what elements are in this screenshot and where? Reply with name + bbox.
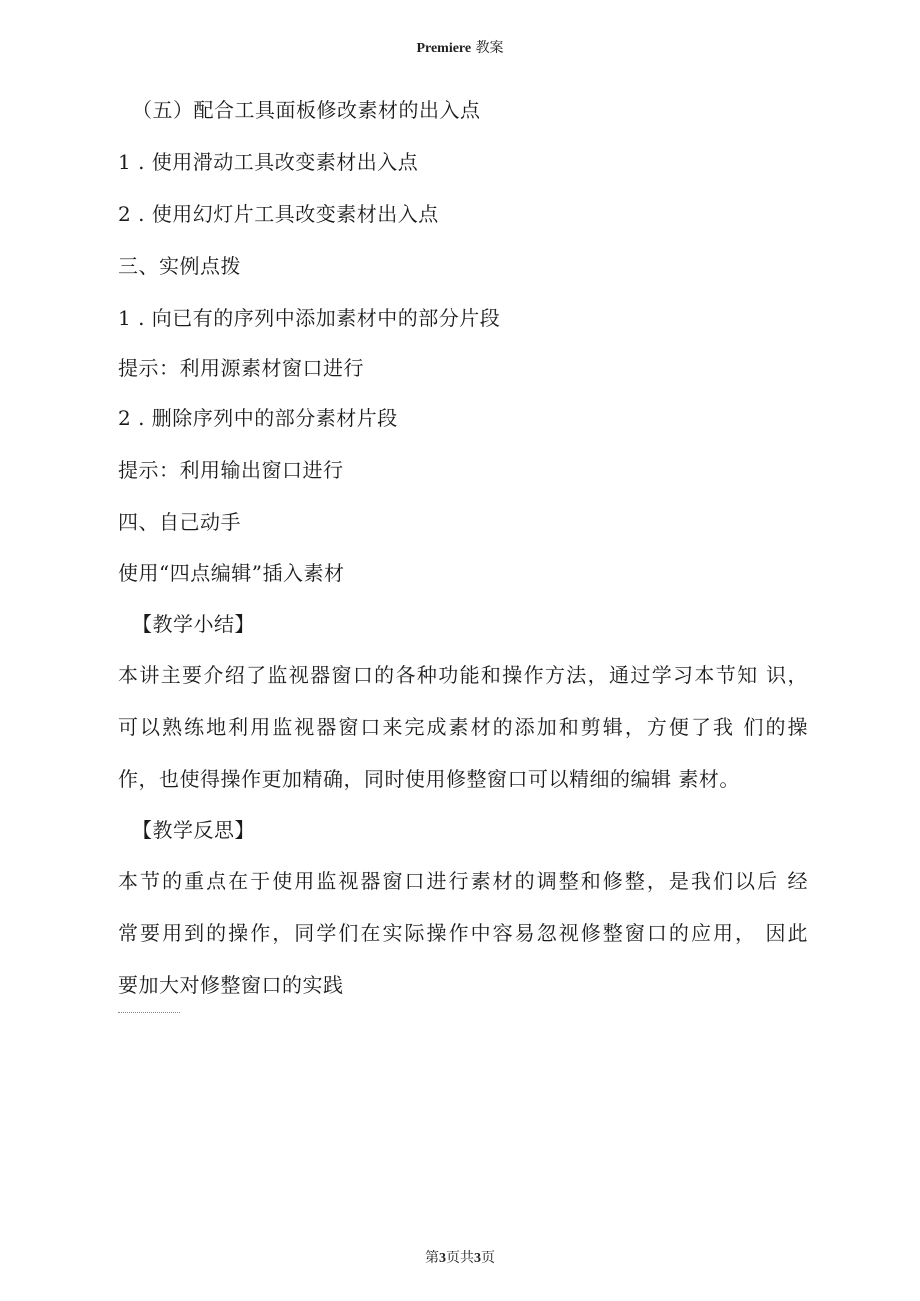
- page-footer: [0, 1247, 920, 1267]
- item-slip-tool: 1 . 使用滑动工具改变素材出入点: [118, 150, 419, 174]
- header-app-name: Premiere: [416, 41, 472, 56]
- item-slide-tool: 2 . 使用幻灯片工具改变素材出入点: [118, 202, 439, 226]
- summary-row: 可以熟练地利用监视器窗口来完成素材的添加和剪辑，方便了我 们的操: [118, 715, 808, 739]
- example-two: 2 . 删除序列中的部分素材片段: [118, 406, 398, 430]
- footer-total-pages: 3: [474, 1251, 481, 1266]
- section-heading-examples: 三、实例点拨: [118, 254, 241, 278]
- reflection-row: 本节的重点在于使用监视器窗口进行素材的调整和修整，是我们以后 经: [118, 869, 808, 893]
- footer-suffix: 页: [481, 1250, 495, 1266]
- footer-prefix: 第: [425, 1250, 439, 1266]
- footer-page-number: 3: [439, 1251, 446, 1266]
- summary-paragraph: [118, 649, 808, 805]
- reflection-row: 要加大对修整窗口的实践: [118, 973, 344, 997]
- example-one: 1 . 向已有的序列中添加素材中的部分片段: [118, 306, 501, 330]
- section-heading-practice: 四、自己动手: [118, 510, 241, 534]
- reflection-paragraph: [118, 855, 808, 1011]
- summary-heading: 【教学小结】: [132, 612, 255, 636]
- section-heading-five: （五）配合工具面板修改素材的出入点: [132, 98, 481, 122]
- summary-row: 作，也使得操作更加精确，同时使用修整窗口可以精细的编辑 素材。: [118, 767, 740, 791]
- reflection-heading: 【教学反思】: [132, 818, 255, 842]
- reflection-row: 常要用到的操作，同学们在实际操作中容易忽视修整窗口的应用， 因此: [118, 921, 808, 945]
- page-header: [0, 37, 920, 57]
- example-two-hint: 提示：利用输出窗口进行: [118, 458, 344, 482]
- summary-row: 本讲主要介绍了监视器窗口的各种功能和操作方法，通过学习本节知 识，: [118, 663, 808, 687]
- practice-task: 使用“四点编辑”插入素材: [118, 561, 345, 585]
- example-one-hint: 提示：利用源素材窗口进行: [118, 356, 364, 380]
- footer-mid: 页共: [446, 1250, 474, 1266]
- dotted-divider: [118, 1012, 180, 1013]
- header-label: 教案: [475, 40, 504, 56]
